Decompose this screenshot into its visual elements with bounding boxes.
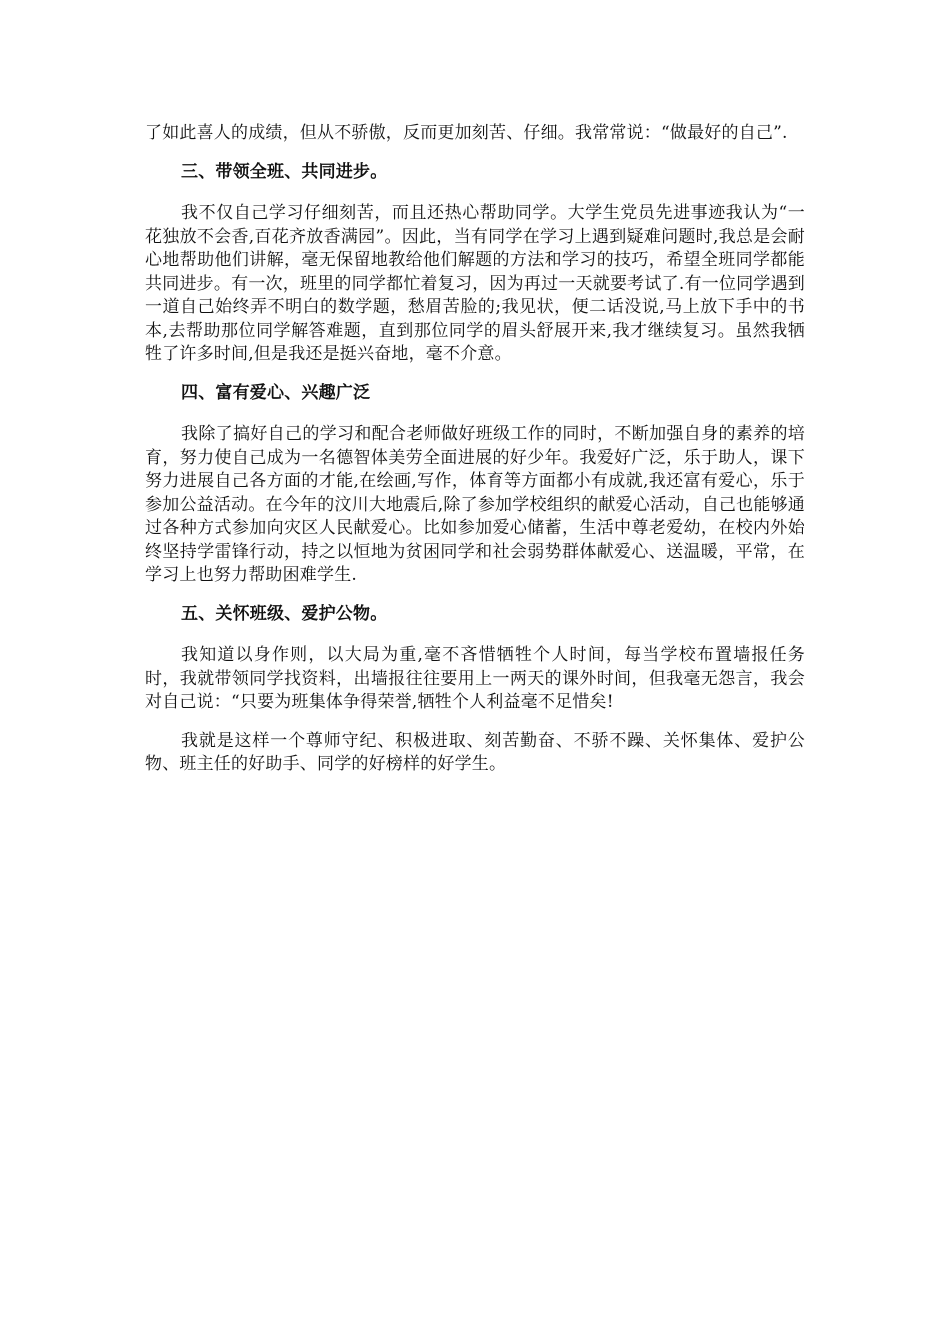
paragraph-section-3: 我不仅自己学习仔细刻苦，而且还热心帮助同学。大学生党员先进事迹我认为“一花独放不会香,百花齐放香满园”。因此，当有同学在学习上遇到疑难问题时,我总是会耐心地帮助他们讲解，毫无保留地教给他们解题的方法和学习的技巧，希望全班同学都能共同进步。有一次，班里的同学都忙着复习，因为再过一天就要考试了.有一位同学遇到一道自己始终弄不明白的数学题，愁眉苦脸的;我见状，便二话没说,马上放下手中的书本,去帮助那位同学解答难题，直到那位同学的眉头舒展开来,我才继续复习。虽然我牺牲了许多时间,但是我还是挺兴奋地，毫不介意。 — [145, 203, 805, 364]
paragraph-conclusion: 我就是这样一个尊师守纪、积极进取、刻苦勤奋、不骄不躁、关怀集体、爱护公物、班主任的好助手、同学的好榜样的好学生。 — [145, 730, 805, 774]
paragraph-section-5: 我知道以身作则，以大局为重,毫不吝惜牺牲个人时间，每当学校布置墙报任务时，我就带领同学找资料，出墙报往往要用上一两天的课外时间，但我毫无怨言，我会对自己说：“只要为班集体争得荣誉,牺牲个人利益毫不足惜矣! — [145, 645, 805, 712]
document-page — [145, 122, 805, 777]
paragraph-section-4: 我除了搞好自己的学习和配合老师做好班级工作的同时，不断加强自身的素养的培育，努力使自己成为一名德智体美劳全面进展的好少年。我爱好广泛，乐于助人，课下努力进展自己各方面的才能,在绘画,写作，体育等方面都小有成就,我还富有爱心，乐于参加公益活动。在今年的汶川大地震后,除了参加学校组织的献爱心活动，自己也能够通过各种方式参加向灾区人民献爱心。比如参加爱心储蓄，生活中尊老爱幼，在校内外始终坚持学雷锋行动，持之以恒地为贫困同学和社会弱势群体献爱心、送温暖，平常，在学习上也努力帮助困难学生. — [145, 424, 805, 585]
section-heading-3: 三、带领全班、共同进步。 — [181, 161, 388, 182]
section-heading-5: 五、关怀班级、爱护公物。 — [181, 603, 388, 624]
section-heading-4: 四、富有爱心、兴趣广泛 — [181, 382, 371, 403]
paragraph-continuation: 了如此喜人的成绩，但从不骄傲，反而更加刻苦、仔细。我常常说：“做最好的自己”. — [145, 123, 788, 143]
